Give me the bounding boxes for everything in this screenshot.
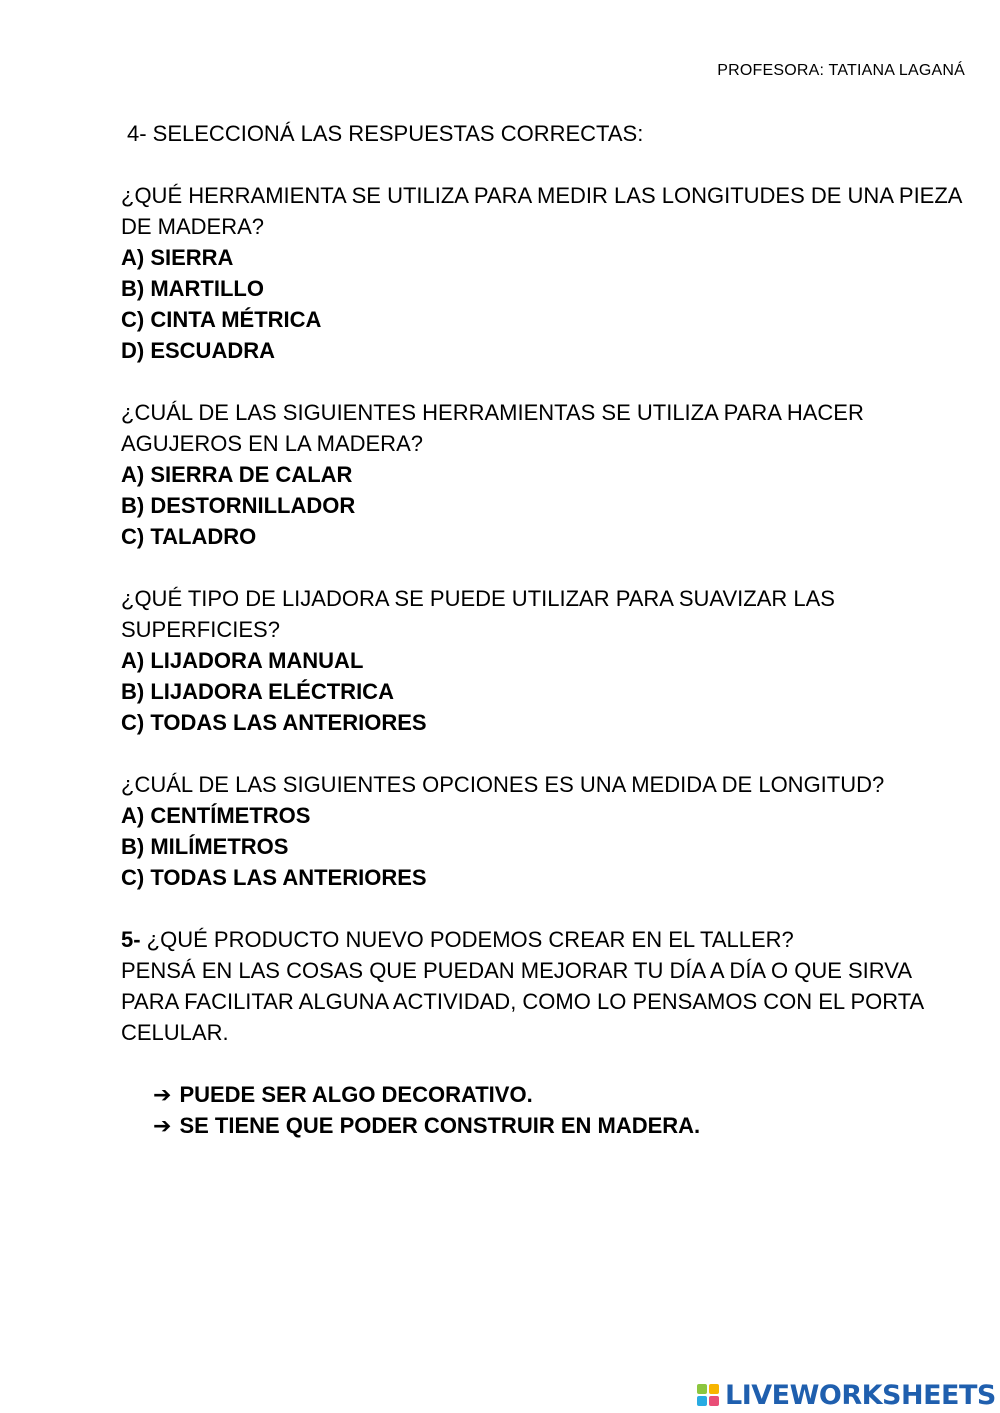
- question-2: [121, 397, 971, 552]
- option-d[interactable]: D) ESCUADRA: [121, 338, 275, 363]
- section-5: [121, 924, 971, 1141]
- section-5-question-text: ¿QUÉ PRODUCTO NUEVO PODEMOS CREAR EN EL TALLER?: [140, 927, 794, 952]
- question-text: ¿QUÉ HERRAMIENTA SE UTILIZA PARA MEDIR LAS LONGITUDES DE UNA PIEZA DE MADERA?: [121, 183, 962, 239]
- logo-square: [697, 1396, 707, 1406]
- section-5-question: [121, 924, 971, 955]
- worksheet-content: [121, 118, 971, 1141]
- option-a[interactable]: A) SIERRA DE CALAR: [121, 462, 353, 487]
- option-c[interactable]: C) TODAS LAS ANTERIORES: [121, 710, 427, 735]
- option-b[interactable]: B) LIJADORA ELÉCTRICA: [121, 679, 394, 704]
- option-a[interactable]: A) LIJADORA MANUAL: [121, 648, 364, 673]
- question-text: ¿CUÁL DE LAS SIGUIENTES HERRAMIENTAS SE UTILIZA PARA HACER AGUJEROS EN LA MADERA?: [121, 400, 864, 456]
- logo-square: [709, 1384, 719, 1394]
- liveworksheets-logo: [697, 1377, 996, 1413]
- logo-square: [697, 1384, 707, 1394]
- section-5-bullets: [121, 1079, 971, 1141]
- question-4: [121, 769, 971, 893]
- liveworksheets-logo-icon: [697, 1384, 719, 1406]
- bullet-item: [153, 1110, 971, 1141]
- section-5-description: PENSÁ EN LAS COSAS QUE PUEDAN MEJORAR TU DÍA A DÍA O QUE SIRVA PARA FACILITAR ALGUNA ACTIVIDAD, COMO LO PENSAMOS CON EL PORTA CELULAR.: [121, 958, 923, 1045]
- option-c[interactable]: C) TODAS LAS ANTERIORES: [121, 865, 427, 890]
- option-c[interactable]: C) TALADRO: [121, 524, 257, 549]
- question-text: ¿QUÉ TIPO DE LIJADORA SE PUEDE UTILIZAR PARA SUAVIZAR LAS SUPERFICIES?: [121, 586, 835, 642]
- option-a[interactable]: A) SIERRA: [121, 245, 234, 270]
- option-b[interactable]: B) MARTILLO: [121, 276, 264, 301]
- bullet-text: SE TIENE QUE PODER CONSTRUIR EN MADERA.: [179, 1113, 701, 1138]
- arrow-icon: ➔: [153, 1113, 172, 1138]
- bullet-item: [153, 1079, 971, 1110]
- option-b[interactable]: B) DESTORNILLADOR: [121, 493, 356, 518]
- section-5-number: 5-: [121, 927, 141, 952]
- option-a[interactable]: A) CENTÍMETROS: [121, 803, 311, 828]
- option-c[interactable]: C) CINTA MÉTRICA: [121, 307, 322, 332]
- logo-square: [709, 1396, 719, 1406]
- question-text: ¿CUÁL DE LAS SIGUIENTES OPCIONES ES UNA MEDIDA DE LONGITUD?: [121, 772, 885, 797]
- question-1: [121, 180, 971, 366]
- arrow-icon: ➔: [153, 1082, 172, 1107]
- section-4-title: 4- SELECCIONÁ LAS RESPUESTAS CORRECTAS:: [127, 121, 644, 146]
- teacher-name: PROFESORA: TATIANA LAGANÁ: [717, 62, 965, 79]
- bullet-text: PUEDE SER ALGO DECORATIVO.: [179, 1082, 533, 1107]
- option-b[interactable]: B) MILÍMETROS: [121, 834, 289, 859]
- question-3: [121, 583, 971, 738]
- liveworksheets-logo-text: LIVEWORKSHEETS: [725, 1379, 996, 1411]
